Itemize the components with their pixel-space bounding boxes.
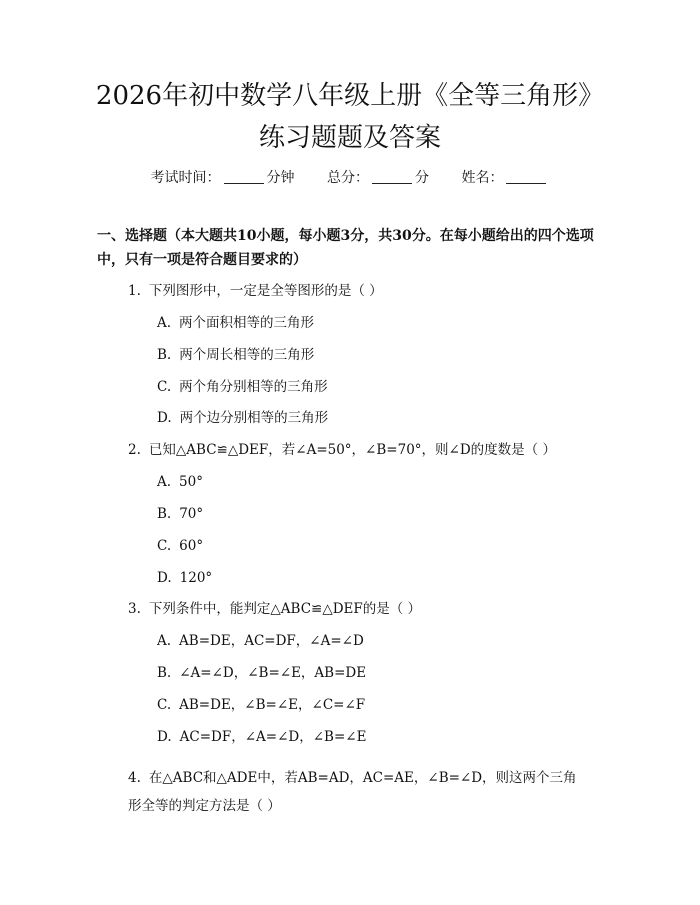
option-label: B. <box>157 506 172 522</box>
option-2d <box>157 568 212 588</box>
option-label: C. <box>157 697 172 713</box>
question-number: 2. <box>128 442 141 458</box>
option-text: 两个角分别相等的三角形 <box>179 379 328 395</box>
option-2a <box>157 472 203 492</box>
option-3d <box>157 727 366 747</box>
option-label: C. <box>157 379 172 395</box>
question-text: 在△ABC和△ADE中，若AB=AD，AC=AE，∠B=∠D，则这两个三角形全等的判定方法是（ ） <box>128 770 577 814</box>
option-label: B. <box>157 347 172 363</box>
option-1a <box>157 313 314 333</box>
option-text: ∠A=∠D，∠B=∠E，AB=DE <box>179 665 367 681</box>
option-label: B. <box>157 665 172 681</box>
question-number: 1. <box>128 283 141 299</box>
option-text: AC=DF，∠A=∠D，∠B=∠E <box>179 729 367 745</box>
option-3a <box>157 631 364 651</box>
question-4 <box>128 764 588 820</box>
total-score-label: 总分： <box>327 170 369 186</box>
page-title-line-2: 练习题题及答案 <box>258 123 441 153</box>
option-text: 两个周长相等的三角形 <box>179 347 315 363</box>
option-text: 两个面积相等的三角形 <box>179 315 315 331</box>
option-label: D. <box>157 729 172 745</box>
question-text: 已知△ABC≌△DEF，若∠A=50°，∠B=70°，则∠D的度数是（ ） <box>148 442 556 458</box>
total-score-field <box>327 168 429 188</box>
option-label: A. <box>157 633 172 649</box>
student-name-blank <box>506 169 546 184</box>
option-label: A. <box>157 474 172 490</box>
question-2 <box>128 440 556 460</box>
page-title-line-1: 2026年初中数学八年级上册《全等三角形》 <box>95 81 605 111</box>
student-name-label: 姓名： <box>461 170 504 186</box>
section-heading-choice: 一、选择题（本大题共10小题，每小题3分，共30分。在每小题给出的四个选项中，只有一项是符合题目要求的） <box>97 228 594 268</box>
total-score-blank <box>372 169 412 184</box>
question-number: 4. <box>128 770 141 786</box>
option-2c <box>157 536 203 556</box>
question-3 <box>128 599 421 619</box>
option-2b <box>157 504 203 524</box>
question-1 <box>128 281 383 301</box>
exam-info-bar <box>0 168 700 188</box>
option-label: A. <box>157 315 172 331</box>
option-text: 50° <box>179 474 203 490</box>
option-text: AB=DE，AC=DF，∠A=∠D <box>179 633 364 649</box>
option-text: 70° <box>179 506 204 522</box>
question-text: 下列图形中，一定是全等图形的是（ ） <box>148 283 383 299</box>
option-text: 120° <box>179 570 213 586</box>
exam-time-blank <box>224 169 264 184</box>
question-text: 下列条件中，能判定△ABC≌△DEF的是（ ） <box>148 601 422 617</box>
exam-time-label: 考试时间： <box>150 170 221 186</box>
option-1d <box>157 408 328 428</box>
question-number: 3. <box>128 601 141 617</box>
option-3b <box>157 663 366 683</box>
option-text: 60° <box>179 538 204 554</box>
option-1b <box>157 345 314 365</box>
exam-time-field <box>151 168 295 188</box>
student-name-field <box>461 168 549 188</box>
option-3c <box>157 695 365 715</box>
option-label: D. <box>157 410 172 426</box>
exam-time-unit: 分钟 <box>266 170 295 186</box>
option-text: 两个边分别相等的三角形 <box>179 410 329 426</box>
total-score-unit: 分 <box>415 170 429 186</box>
option-label: C. <box>157 538 172 554</box>
option-1c <box>157 377 328 397</box>
option-label: D. <box>157 570 172 586</box>
option-text: AB=DE，∠B=∠E，∠C=∠F <box>179 697 366 713</box>
